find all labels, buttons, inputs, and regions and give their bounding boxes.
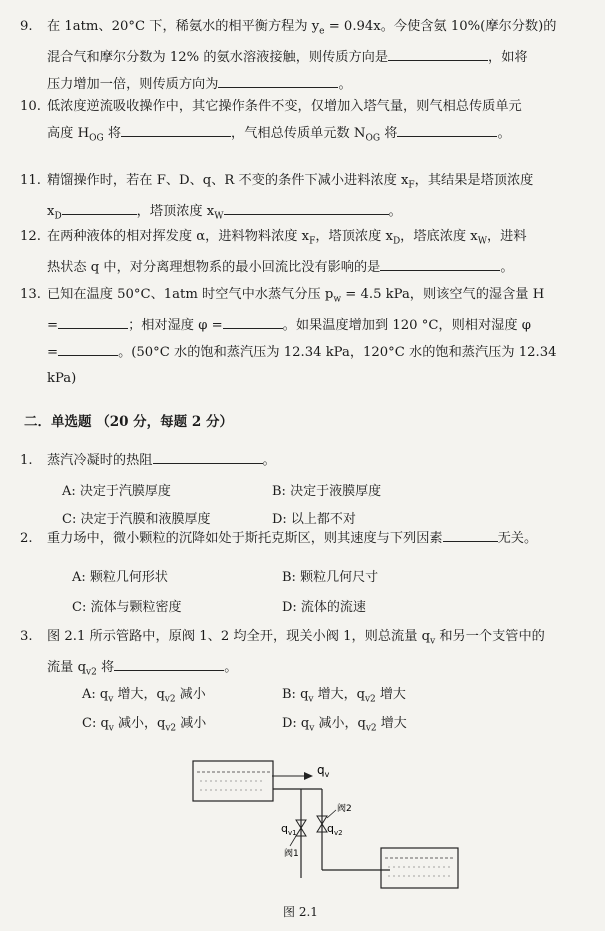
- s3-a-mid: 增大，q: [113, 687, 165, 702]
- q13-line3b: 。(50°C 水的饱和蒸汽压为 12.34 kPa，120°C 水的饱和蒸汽压为 12.34: [118, 344, 557, 360]
- s1-stem-end: 。: [262, 453, 276, 468]
- q10-line1: 低浓度逆流吸收操作中，其它操作条件不变，仅增加入塔气量，则气相总传质单元: [47, 99, 522, 114]
- q10-line2a: 高度 H: [47, 125, 90, 141]
- s3-stem-2b: 将: [96, 660, 115, 676]
- valve-1-leader: [290, 836, 296, 846]
- q12-line1: 在两种液体的相对挥发度 α，进料物料浓度 x: [47, 229, 310, 244]
- q9-line1b: = 0.94x。今使含氨 10%(摩尔分数)的: [324, 19, 557, 34]
- s2-stem: 重力场中，微小颗粒的沉降如处于斯托克斯区，则其速度与下列因素: [47, 531, 443, 546]
- q9-line3b: 。: [338, 76, 352, 92]
- s3-sub: v: [430, 636, 436, 647]
- q12-sub2: D: [392, 236, 401, 247]
- s3-b-mid: 增大，q: [313, 687, 365, 702]
- label-qv: [317, 763, 330, 779]
- q12-number: 12.: [20, 229, 41, 244]
- q11-sub2: D: [54, 211, 62, 222]
- q13-line4: kPa): [47, 371, 77, 387]
- section-2-title: 二．单选题 （20 分，每题 2 分）: [24, 414, 233, 430]
- s3-stem-1b: 和另一个支管中的: [435, 629, 545, 644]
- s3-a-sub1: v: [108, 694, 114, 705]
- s3-d-sub2: v2: [365, 723, 377, 734]
- q11-line2a: x: [47, 204, 55, 220]
- s3-stem-1: 图 2.1 所示管路中，原阀 1、2 均全开，现关小阀 1，则总流量 q: [47, 629, 431, 644]
- q11-line2c: 。: [388, 204, 402, 220]
- q11-line1b: ，其结果是塔顶浓度: [414, 173, 534, 188]
- s2-option-c[interactable]: C: 流体与颗粒密度: [72, 600, 182, 615]
- q9-line2b: ，如将: [488, 50, 528, 66]
- label-qv2-main: q: [327, 822, 334, 835]
- q12-line1b: ，塔顶浓度 x: [315, 229, 393, 244]
- s3-c-sub1: v: [108, 723, 114, 734]
- figure-caption: 图 2.1: [283, 905, 318, 919]
- q13-number: 13.: [20, 287, 41, 302]
- s3-b-end: 增大: [375, 687, 406, 702]
- s1-option-a[interactable]: A: 决定于汽膜厚度: [62, 484, 171, 499]
- q10-sub2: OG: [365, 133, 381, 144]
- lower-tank: [381, 848, 458, 888]
- q13-line2a: =: [47, 318, 59, 334]
- s3-c-text: C: q: [82, 716, 109, 731]
- q13-line2b: ；相对湿度 φ =: [128, 318, 223, 334]
- q13-line2c: 。如果温度增加到 120 °C，则相对湿度 φ: [282, 318, 531, 334]
- s1-option-d[interactable]: D: 以上都不对: [272, 512, 356, 527]
- q9-sub: e: [319, 26, 325, 37]
- s3-d-sub1: v: [309, 723, 315, 734]
- s1-option-b[interactable]: B: 决定于液膜厚度: [272, 484, 382, 499]
- label-qv1-sub: v1: [287, 829, 297, 837]
- q9-line3: 压力增加一倍，则传质方向为: [47, 76, 219, 92]
- q10-sub1: OG: [89, 133, 104, 144]
- q10-line2e: 。: [497, 125, 511, 141]
- q13-line1a: 已知在温度 50°C、1atm 时空气中水蒸气分压 p: [47, 287, 334, 302]
- s3-c-end: 减小: [176, 716, 207, 731]
- q10-line2d: 将: [380, 125, 398, 141]
- s3-c-sub2: v2: [165, 723, 177, 734]
- s3-b-sub1: v: [308, 694, 314, 705]
- s3-b-sub2: v2: [364, 694, 376, 705]
- s3-a-text: A: q: [82, 687, 109, 702]
- label-qv1-main: q: [281, 822, 288, 835]
- s1-stem: 蒸汽冷凝时的热阻: [47, 453, 153, 468]
- s2-option-d[interactable]: D: 流体的流速: [282, 600, 366, 615]
- label-qv2-sub: v2: [333, 829, 343, 837]
- s2-stem-end: 无关。: [497, 531, 538, 546]
- q12-line1d: ，进料: [487, 229, 527, 244]
- s3-d-mid: 减小，q: [314, 716, 366, 731]
- q11-sub3: W: [214, 211, 224, 222]
- s2-option-b[interactable]: B: 颗粒几何尺寸: [282, 570, 379, 585]
- q11-line1: 精馏操作时，若在 F、D、q、R 不变的条件下减小进料浓度 x: [47, 173, 409, 188]
- q11-number: 11.: [20, 173, 41, 188]
- valve-2-leader: [327, 810, 336, 818]
- s3-c-mid: 减小，q: [113, 716, 166, 731]
- q10-line2c: ，气相总传质单元数 N: [231, 125, 366, 141]
- q12-line2b: 。: [500, 260, 514, 276]
- q13-line1b: = 4.5 kPa，则该空气的湿含量 H: [341, 287, 545, 302]
- s1-number: 1.: [20, 453, 33, 468]
- q12-sub3: W: [477, 236, 487, 247]
- q13-line3a: =: [47, 344, 59, 360]
- q10-line2b: 将: [103, 125, 122, 141]
- q9-line2: 混合气和摩尔分数为 12% 的氨水溶液接触，则传质方向是: [47, 50, 389, 66]
- s3-number: 3.: [20, 629, 33, 644]
- label-qv2: [327, 822, 343, 837]
- s3-d-end: 增大: [376, 716, 407, 731]
- s3-d-text: D: q: [282, 716, 310, 731]
- q9-line1: 在 1atm、20°C 下，稀氨水的相平衡方程为 y: [47, 19, 320, 34]
- s1-option-c[interactable]: C: 决定于汽膜和液膜厚度: [62, 512, 211, 527]
- q12-sub1: F: [309, 236, 316, 247]
- label-valve-2: 阀2: [337, 804, 352, 814]
- q12-line2a: 热状态 q 中，对分离理想物系的最小回流比没有影响的是: [47, 260, 381, 276]
- label-qv-sub: v: [324, 770, 330, 779]
- q12-line1c: ，塔底浓度 x: [400, 229, 478, 244]
- s3-a-sub2: v2: [164, 694, 176, 705]
- label-qv-main: q: [317, 763, 325, 777]
- q11-sub: F: [408, 180, 415, 191]
- q13-sub: w: [333, 294, 342, 305]
- s3-b-text: B: q: [282, 687, 309, 702]
- s3-a-end: 减小: [175, 687, 206, 702]
- s2-number: 2.: [20, 531, 33, 546]
- label-qv1: [281, 822, 297, 837]
- label-valve-1: 阀1: [284, 849, 299, 859]
- q10-number: 10.: [20, 99, 41, 114]
- q11-line2b: ，塔顶浓度 x: [136, 204, 215, 220]
- q9-number: 9.: [20, 19, 33, 34]
- flow-arrow-head: [304, 772, 313, 780]
- s3-stem-2c: 。: [224, 660, 238, 676]
- s3-stem-2a: 流量 q: [47, 660, 87, 676]
- s2-option-a[interactable]: A: 颗粒几何形状: [72, 570, 168, 585]
- s3-sub2: v2: [86, 667, 97, 678]
